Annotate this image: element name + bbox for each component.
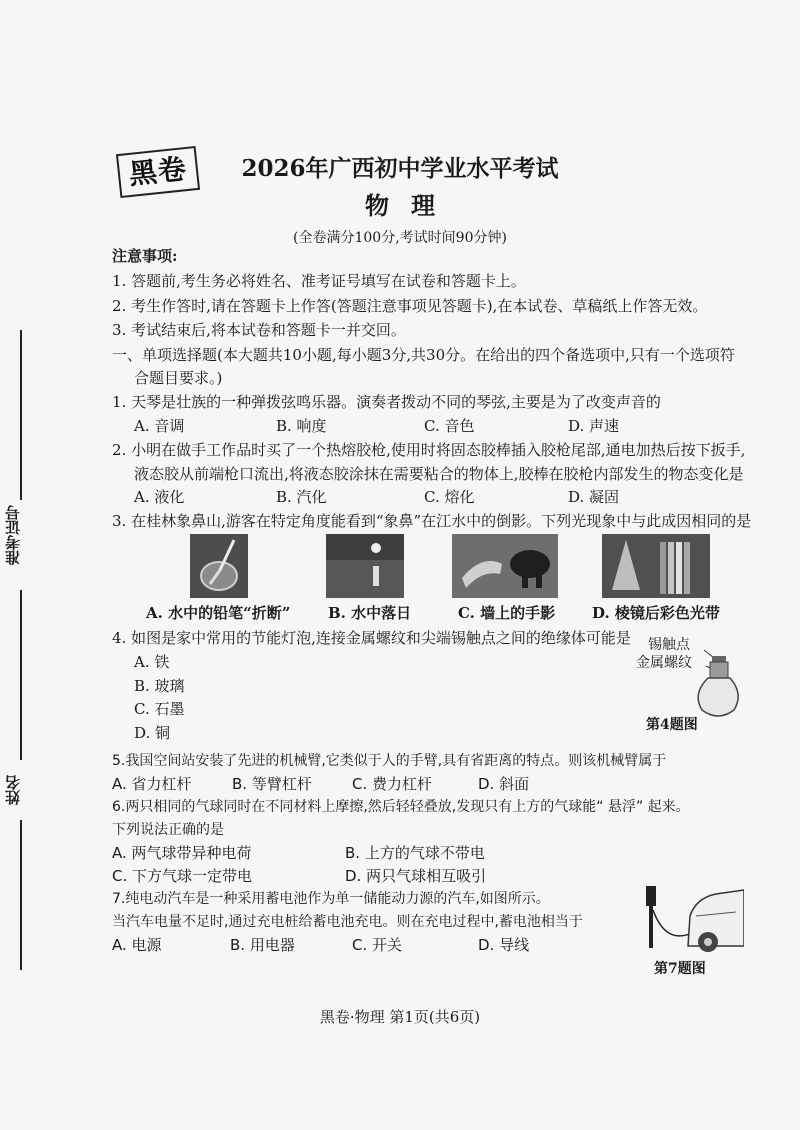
notice-heading: 注意事项: — [112, 247, 178, 265]
question-6-option-b: B. 上方的气球不带电 — [345, 844, 485, 862]
question-5-option-c: C. 费力杠杆 — [352, 775, 433, 793]
question-4-stem: 4. 如图是家中常用的节能灯泡,连接金属螺纹和尖端锡触点之间的绝缘体可能是 — [112, 629, 631, 647]
question-3-option-d: D. 棱镜后彩色光带 — [592, 604, 720, 622]
question-4-option-d: D. 铜 — [134, 724, 171, 742]
hand-shadow-image — [452, 534, 558, 598]
question-2-option-a: A. 液化 — [134, 488, 185, 506]
question-6-stem: 6.两只相同的气球同时在不同材料上摩擦,然后轻轻叠放,发现只有上方的气球能“ 悬浮” 起来。 — [112, 799, 690, 815]
question-4-option-b: B. 玻璃 — [134, 677, 185, 695]
question-2-option-d: D. 凝固 — [568, 488, 620, 506]
binding-line-top — [20, 330, 22, 500]
binding-line-bottom — [20, 820, 22, 970]
question-7-stem-cont: 当汽车电量不足时,通过充电桩给蓄电池充电。则在充电过程中,蓄电池相当于 — [112, 914, 583, 930]
brand-logo: 黑卷 — [116, 146, 200, 198]
exam-title: 2026年广西初中学业水平考试 — [241, 155, 559, 182]
pencil-in-water-image — [190, 534, 248, 598]
section-heading: 一、单项选择题(本大题共10小题,每小题3分,共30分。在给出的四个备选项中,只有一个选项符 — [112, 346, 735, 364]
notice-item: 1. 答题前,考生务必将姓名、准考证号填写在试卷和答题卡上。 — [112, 272, 526, 290]
side-label-exam-number: 准考证号 — [4, 505, 22, 565]
question-3-option-c: C. 墙上的手影 — [458, 604, 556, 622]
question-6-option-a: A. 两气球带异种电荷 — [112, 844, 252, 862]
side-label-name: 姓名 — [4, 775, 22, 805]
question-1-option-c: C. 音色 — [424, 417, 475, 435]
question-5-option-d: D. 斜面 — [478, 775, 530, 793]
question-5-option-a: A. 省力杠杆 — [112, 775, 192, 793]
question-1-option-d: D. 声速 — [568, 417, 620, 435]
question-6-option-d: D. 两只气球相互吸引 — [345, 867, 487, 885]
question-7-option-b: B. 用电器 — [230, 936, 295, 954]
question-2-option-b: B. 汽化 — [276, 488, 327, 506]
sunset-reflection-image — [326, 534, 404, 598]
label-tin-contact: 锡触点 — [648, 637, 690, 653]
figure-4-caption: 第4题图 — [646, 717, 698, 733]
notice-item: 3. 考试结束后,将本试卷和答题卡一并交回。 — [112, 321, 406, 339]
question-3-option-a: A. 水中的铅笔“折断” — [146, 604, 291, 622]
figure-7-caption: 第7题图 — [654, 961, 706, 977]
question-2-stem: 2. 小明在做手工作品时买了一个热熔胶枪,使用时将固态胶棒插入胶枪尾部,通电加热后按下扳手, — [112, 441, 746, 459]
question-3-stem: 3. 在桂林象鼻山,游客在特定角度能看到“象鼻”在江水中的倒影。下列光现象中与此成因相同的是 — [112, 512, 752, 530]
subject-title: 物理 — [365, 191, 457, 220]
question-7-option-a: A. 电源 — [112, 936, 162, 954]
question-6-stem-cont: 下列说法正确的是 — [112, 822, 224, 838]
prism-spectrum-image — [602, 534, 710, 598]
exam-note: (全卷满分100分,考试时间90分钟) — [293, 230, 507, 246]
question-7-option-d: D. 导线 — [478, 936, 530, 954]
notice-item: 2. 考生作答时,请在答题卡上作答(答题注意事项见答题卡),在本试卷、草稿纸上作答无效。 — [112, 297, 708, 315]
question-2-option-c: C. 熔化 — [424, 488, 475, 506]
question-4-option-a: A. 铁 — [134, 653, 170, 671]
question-5-stem: 5.我国空间站安装了先进的机械臂,它类似于人的手臂,具有省距离的特点。则该机械臂属于 — [112, 753, 667, 769]
question-1-option-a: A. 音调 — [134, 417, 185, 435]
page-footer: 黑卷·物理 第1页(共6页) — [319, 1008, 481, 1026]
question-2-stem-cont: 液态胶从前端枪口流出,将液态胶涂抹在需要粘合的物体上,胶棒在胶枪内部发生的物态变化是 — [134, 465, 744, 483]
ev-charging-figure — [636, 876, 744, 954]
question-1-option-b: B. 响度 — [276, 417, 327, 435]
question-6-option-c: C. 下方气球一定带电 — [112, 867, 253, 885]
question-3-option-b: B. 水中落日 — [328, 604, 412, 622]
question-7-option-c: C. 开关 — [352, 936, 403, 954]
binding-line-middle — [20, 590, 22, 760]
section-heading-cont: 合题目要求。) — [134, 369, 223, 387]
question-1-stem: 1. 天琴是壮族的一种弹拨弦鸣乐器。演奏者拨动不同的琴弦,主要是为了改变声音的 — [112, 393, 661, 411]
question-7-stem: 7.纯电动汽车是一种采用蓄电池作为单一储能动力源的汽车,如图所示。 — [112, 891, 550, 907]
question-5-option-b: B. 等臂杠杆 — [232, 775, 312, 793]
question-4-option-c: C. 石墨 — [134, 700, 185, 718]
label-metal-screw: 金属螺纹 — [636, 655, 692, 671]
energy-saving-bulb-figure — [684, 640, 748, 720]
